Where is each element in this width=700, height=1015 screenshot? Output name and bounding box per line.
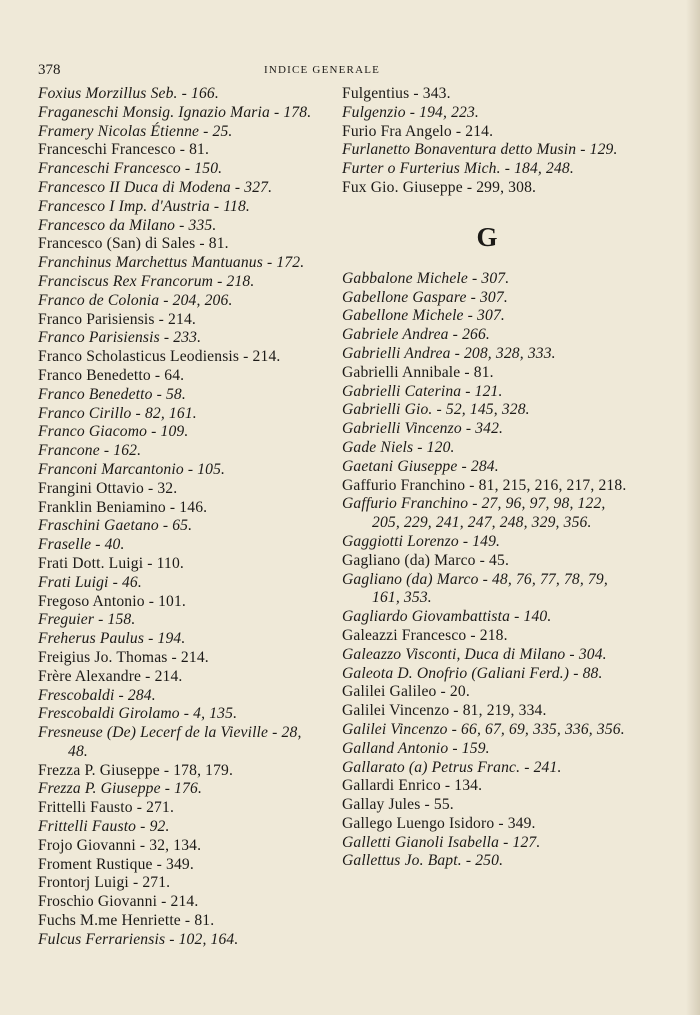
index-entry: Frescobaldi - 284. (38, 686, 156, 704)
index-entry: Franceschi Francesco - 81. (38, 141, 210, 159)
index-entry: Francesco (San) di Sales - 81. (38, 235, 229, 253)
section-letter-heading: G (476, 221, 498, 252)
index-entry: Galilei Galileo - 20. (342, 683, 470, 701)
index-entry: Gagliano (da) Marco - 48, 76, 77, 78, 79, 161, 353. (342, 570, 608, 607)
index-entry: Gaffurio Franchino - 81, 215, 216, 217, 218. (342, 476, 627, 494)
index-entry: Fulgentius - 343. (342, 85, 451, 102)
index-entry: Gaggiotti Lorenzo - 149. (342, 532, 501, 550)
index-entry: Freigius Jo. Thomas - 214. (38, 648, 209, 666)
index-entry: Gabrielli Andrea - 208, 328, 333. (342, 344, 556, 362)
index-entry: Gabrielli Vincenzo - 342. (342, 420, 504, 438)
index-entry: Fraselle - 40. (38, 536, 125, 554)
index-entry: Francesco I Imp. d'Austria - 118. (38, 197, 250, 215)
index-entry: Franco Benedetto - 58. (38, 385, 186, 403)
right-column-g-entries (342, 270, 632, 872)
index-entry: Franceschi Francesco - 150. (38, 160, 223, 178)
index-entry: Freherus Paulus - 194. (38, 630, 186, 648)
index-entry: Gaetani Giuseppe - 284. (342, 457, 499, 475)
index-entry: Galeazzo Visconti, Duca di Milano - 304. (342, 645, 607, 663)
index-entry: Franconi Marcantonio - 105. (38, 460, 226, 478)
index-entry: Frati Dott. Luigi - 110. (38, 554, 184, 572)
index-entry: Fuchs M.me Henriette - 81. (38, 912, 215, 930)
index-entry: Francesco II Duca di Modena - 327. (38, 178, 273, 196)
index-entry: Galilei Vincenzo - 81, 219, 334. (342, 702, 547, 720)
index-entry: Frère Alexandre - 214. (38, 667, 183, 685)
index-entry: Fregoso Antonio - 101. (38, 592, 186, 610)
index-entry: Froment Rustique - 349. (38, 855, 194, 873)
index-entry: Franco Benedetto - 64. (38, 366, 185, 384)
index-entry: Franco de Colonia - 204, 206. (38, 291, 233, 309)
index-entry: Gagliardo Giovambattista - 140. (342, 608, 552, 626)
index-entry: Furio Fra Angelo - 214. (342, 122, 494, 140)
index-entry: Freguier - 158. (38, 611, 136, 629)
right-column-f-entries (342, 85, 632, 198)
index-entry: Franco Parisiensis - 214. (38, 310, 196, 328)
index-entry: Franco Parisiensis - 233. (38, 329, 202, 347)
index-entry: Gabellone Michele - 307. (342, 307, 505, 325)
index-entry: Frittelli Fausto - 92. (38, 818, 170, 836)
index-entry: Frezza P. Giuseppe - 178, 179. (38, 761, 234, 779)
index-entry: Fulgenzio - 194, 223. (342, 103, 479, 121)
index-entry: Gallego Luengo Isidoro - 349. (342, 814, 536, 832)
page-header (38, 62, 598, 82)
index-entry: Frati Luigi - 46. (38, 573, 142, 591)
index-entry: Frescobaldi Girolamo - 4, 135. (38, 705, 238, 723)
index-entry: Frittelli Fausto - 271. (38, 799, 174, 817)
index-entry: Froschio Giovanni - 214. (38, 893, 199, 911)
left-column (38, 85, 318, 950)
index-entry: Fraschini Gaetano - 65. (38, 517, 193, 535)
index-entry: Gallettus Jo. Bapt. - 250. (342, 852, 504, 870)
index-entry: Galeota D. Onofrio (Galiani Ferd.) - 88. (342, 664, 603, 682)
index-entry: Furlanetto Bonaventura detto Musin - 129. (342, 141, 618, 159)
right-column (342, 85, 632, 871)
index-entry: Franco Scholasticus Leodiensis - 214. (38, 348, 281, 366)
index-entry: Furter o Furterius Mich. - 184, 248. (342, 160, 574, 178)
index-entry: Francesco da Milano - 335. (38, 216, 217, 234)
index-entry: Gallardi Enrico - 134. (342, 777, 483, 795)
index-entry: Fulcus Ferrariensis - 102, 164. (38, 930, 239, 948)
index-entry: Gallay Jules - 55. (342, 796, 454, 814)
page-number: 378 (38, 62, 61, 78)
running-head: INDICE GENERALE (264, 64, 381, 76)
index-entry: Frezza P. Giuseppe - 176. (38, 780, 203, 798)
index-entry: Franchinus Marchettus Mantuanus - 172. (38, 254, 305, 272)
index-entry: Franco Cirillo - 82, 161. (38, 404, 197, 422)
index-entry: Gabbalone Michele - 307. (342, 269, 510, 287)
index-entry: Franciscus Rex Francorum - 218. (38, 272, 255, 290)
index-entry: Frojo Giovanni - 32, 134. (38, 836, 202, 854)
index-entry: Gade Niels - 120. (342, 438, 455, 456)
index-entry: Frontorj Luigi - 271. (38, 874, 171, 892)
index-entry: Galletti Gianoli Isabella - 127. (342, 833, 541, 851)
index-entry: Franco Giacomo - 109. (38, 423, 189, 441)
index-entry: Fraganeschi Monsig. Ignazio Maria - 178. (38, 103, 312, 121)
index-entry: Gabrielli Gio. - 52, 145, 328. (342, 401, 530, 419)
index-entry: Fux Gio. Giuseppe - 299, 308. (342, 178, 537, 196)
index-entry: Gabrielli Caterina - 121. (342, 382, 503, 400)
page-gutter (686, 0, 700, 1015)
index-entry: Framery Nicolas Étienne - 25. (38, 122, 233, 140)
index-entry: Franklin Beniamino - 146. (38, 498, 208, 516)
index-entry: Francone - 162. (38, 442, 142, 460)
index-entry: Gaffurio Franchino - 27, 96, 97, 98, 122, 205, 229, 241, 247, 248, 329, 356. (342, 495, 606, 532)
index-entry: Frangini Ottavio - 32. (38, 479, 178, 497)
index-entry: Gagliano (da) Marco - 45. (342, 551, 509, 569)
index-entry: Galeazzi Francesco - 218. (342, 626, 508, 644)
index-entry: Foxius Morzillus Seb. - 166. (38, 85, 219, 102)
index-entry: Gallarato (a) Petrus Franc. - 241. (342, 758, 562, 776)
index-entry: Galilei Vincenzo - 66, 67, 69, 335, 336, 356. (342, 720, 625, 738)
index-entry: Galland Antonio - 159. (342, 739, 490, 757)
index-entry: Gabriele Andrea - 266. (342, 326, 490, 344)
index-entry: Gabrielli Annibale - 81. (342, 363, 494, 381)
index-entry: Fresneuse (De) Lecerf de la Vieville - 28, 48. (38, 724, 302, 760)
index-entry: Gabellone Gaspare - 307. (342, 288, 508, 306)
